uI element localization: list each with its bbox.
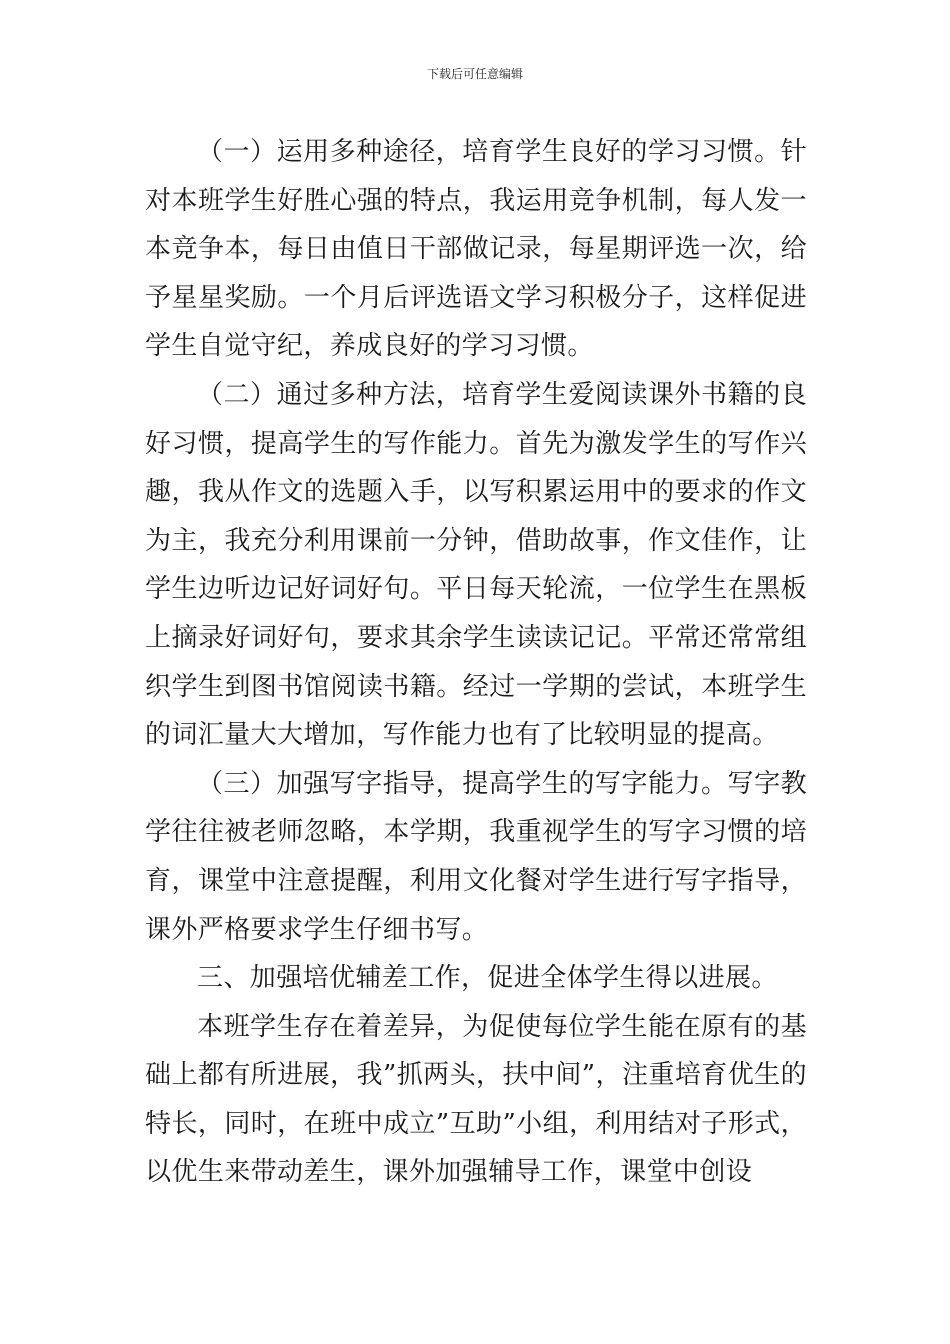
paragraph-habits: （一）运用多种途径，培育学生良好的学习习惯。针对本班学生好胜心强的特点，我运用竞争机制，每人发一本竞争本，每日由值日干部做记录，每星期评选一次，给予星星奖励。一个月后评选语文学习积极分子，这样促进学生自觉守纪，养成良好的学习习惯。 [145, 137, 807, 362]
paragraph-tutoring: 本班学生存在着差异，为促使每位学生能在原有的基础上都有所进展，我”抓两头，扶中间”，注重培育优生的特长，同时，在班中成立”互助”小组，利用结对子形式，以优生来带动差生，课外加强辅导工作，课堂中创设 [145, 1011, 807, 1188]
section-heading: 三、加强培优辅差工作，促进全体学生得以进展。 [197, 963, 778, 994]
page-header: 下载后可任意编辑 [426, 67, 523, 81]
document-body [145, 128, 807, 1197]
paragraph-writing: （三）加强写字指导，提高学生的写字能力。写字教学往往被老师忽略，本学期，我重视学生的写字习惯的培育，课堂中注意提醒，利用文化餐对学生进行写字指导，课外严格要求学生仔细书写。 [145, 768, 807, 945]
paragraph-reading: （二）通过多种方法，培育学生爱阅读课外书籍的良好习惯，提高学生的写作能力。首先为激发学生的写作兴趣，我从作文的选题入手，以写积累运用中的要求的作文为主，我充分利用课前一分钟，借助故事，作文佳作，让学生边听边记好词好句。平日每天轮流，一位学生在黑板上摘录好词好句，要求其余学生读读记记。平常还常常组织学生到图书馆阅读书籍。经过一学期的尝试，本班学生的词汇量大大增加，写作能力也有了比较明显的提高。 [145, 379, 807, 751]
